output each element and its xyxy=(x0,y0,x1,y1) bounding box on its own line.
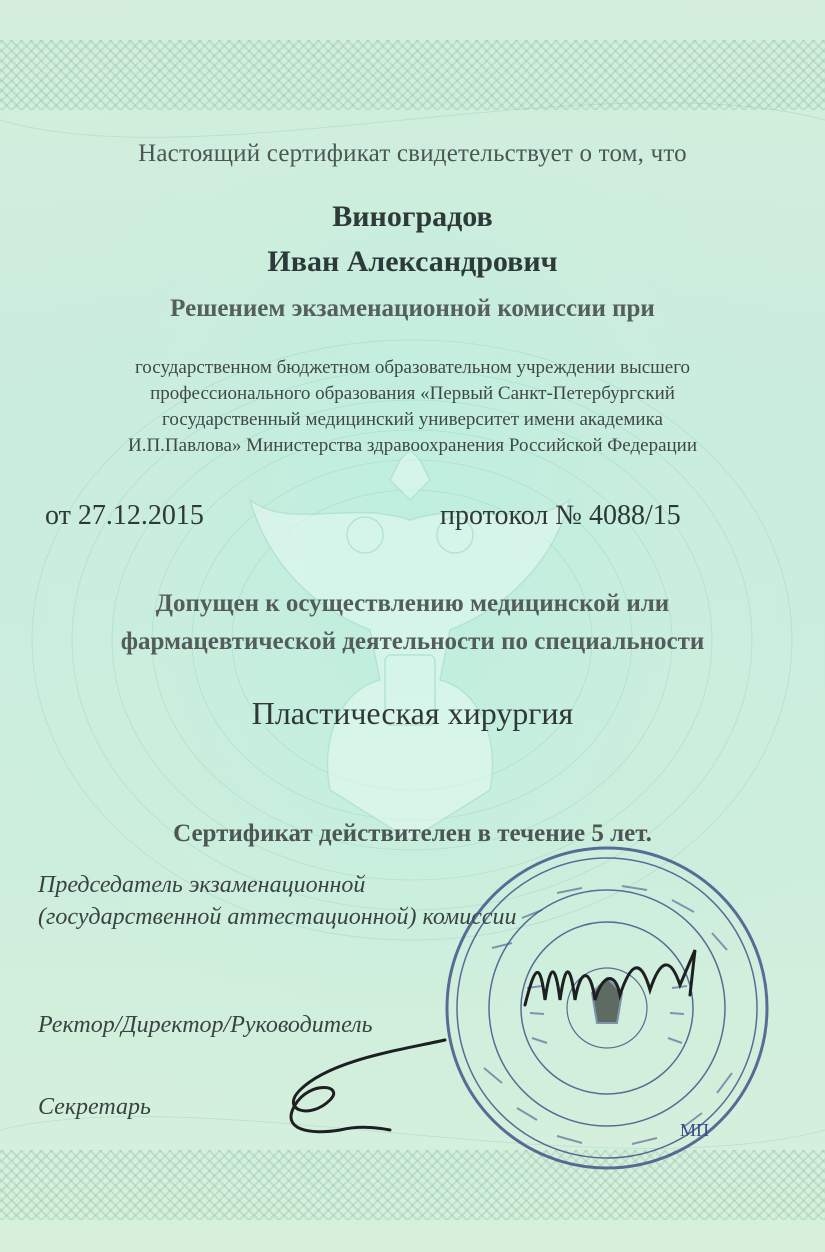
admission-line: фармацевтической деятельности по специальности xyxy=(120,628,705,655)
specialty-name: Пластическая хирургия xyxy=(251,695,574,731)
chairman-signature xyxy=(520,945,710,1015)
admission-line: Допущен к осуществлению медицинской или xyxy=(155,590,670,617)
chairman-title-line2: (государственной аттестационной) комиссии xyxy=(38,904,517,930)
certificate-intro: Настоящий сертификат свидетельствует о том, что xyxy=(138,140,687,167)
protocol-number: протокол № 4088/15 xyxy=(440,500,681,531)
secretary-title: Секретарь xyxy=(38,1094,151,1120)
top-ornament-band xyxy=(0,40,825,110)
rector-signature xyxy=(250,1030,460,1140)
institution-line: государственный медицинский университет имени академика xyxy=(162,409,663,430)
commission-decision: Решением экзаменационной комиссии при xyxy=(170,295,655,322)
validity-statement: Сертификат действителен в течение 5 лет. xyxy=(173,820,652,847)
issue-date: от 27.12.2015 xyxy=(45,500,204,531)
institution-line: государственном бюджетном образовательном учреждении высшего xyxy=(134,357,691,378)
stamp-place-mark: МП xyxy=(680,1120,710,1140)
holder-surname: Виноградов xyxy=(332,200,493,233)
rector-title: Ректор/Директор/Руководитель xyxy=(38,1012,373,1038)
holder-given-names: Иван Александрович xyxy=(267,245,558,278)
chairman-title-line1: Председатель экзаменационной xyxy=(38,872,366,898)
institution-line: И.П.Павлова» Министерства здравоохранения Российской Федерации xyxy=(127,435,698,456)
institution-line: профессионального образования «Первый Санкт-Петербургский xyxy=(150,383,675,404)
